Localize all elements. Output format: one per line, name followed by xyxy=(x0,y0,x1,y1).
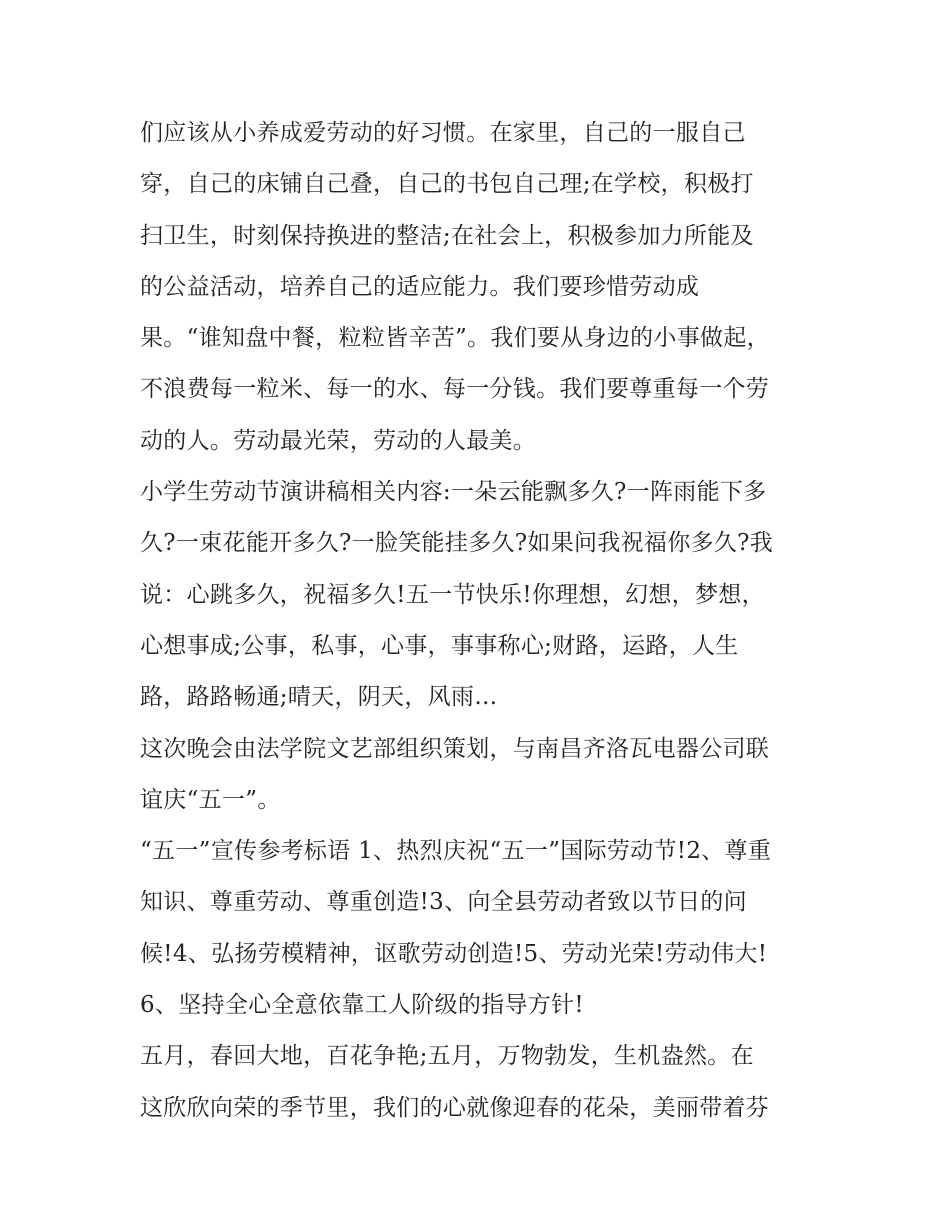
text-line: 小学生劳动节演讲稿相关内容:一朵云能飘多久?一阵雨能下多 xyxy=(140,479,767,506)
text-line: 心想事成;公事，私事，心事，事事称心;财路，运路，人生 xyxy=(140,632,739,659)
text-line: 路，路路畅通;晴天，阴天，风雨… xyxy=(140,684,498,711)
text-line: 动的人。劳动最光荣，劳动的人最美。 xyxy=(140,427,537,454)
text-line: 这次晚会由法学院文艺部组织策划，与南昌齐洛瓦电器公司联 xyxy=(140,735,770,762)
text-line: 五月，春回大地，百花争艳;五月，万物勃发，生机盎然。在 xyxy=(140,1043,754,1070)
text-line: 6、坚持全心全意依靠工人阶级的指导方针! xyxy=(140,992,584,1019)
text-line: 们应该从小养成爱劳动的好习惯。在家里，自己的一服自己 xyxy=(140,120,746,146)
text-line: 的公益活动，培养自己的适应能力。我们要珍惜劳动成 xyxy=(140,273,700,300)
text-line: 知识、尊重劳动、尊重创造!3、向全县劳动者致以节日的问 xyxy=(140,889,747,916)
text-line: 这欣欣向荣的季节里，我们的心就像迎春的花朵，美丽带着芬 xyxy=(140,1094,770,1121)
text-line: 不浪费每一粒米、每一的水、每一分钱。我们要尊重每一个劳 xyxy=(140,376,770,403)
text-line: “五一”宣传参考标语 1、热烈庆祝“五一”国际劳动节!2、尊重 xyxy=(140,838,772,865)
document-body xyxy=(140,108,820,1134)
text-line: 果。“谁知盘中餐，粒粒皆辛苦”。我们要从身边的小事做起， xyxy=(140,325,770,352)
text-line: 候!4、弘扬劳模精神，讴歌劳动创造!5、劳动光荣!劳动伟大! xyxy=(140,940,768,967)
text-line: 谊庆“五一”。 xyxy=(140,786,281,813)
text-line: 久?一束花能开多久?一脸笑能挂多久?如果问我祝福你多久?我 xyxy=(140,530,774,557)
text-line: 穿，自己的床铺自己叠，自己的书包自己理;在学校，积极打 xyxy=(140,171,754,198)
text-line: 说：心跳多久，祝福多久!五一节快乐!你理想，幻想，梦想， xyxy=(140,581,765,608)
text-line: 扫卫生，时刻保持换进的整洁;在社会上，积极参加力所能及 xyxy=(140,222,754,249)
